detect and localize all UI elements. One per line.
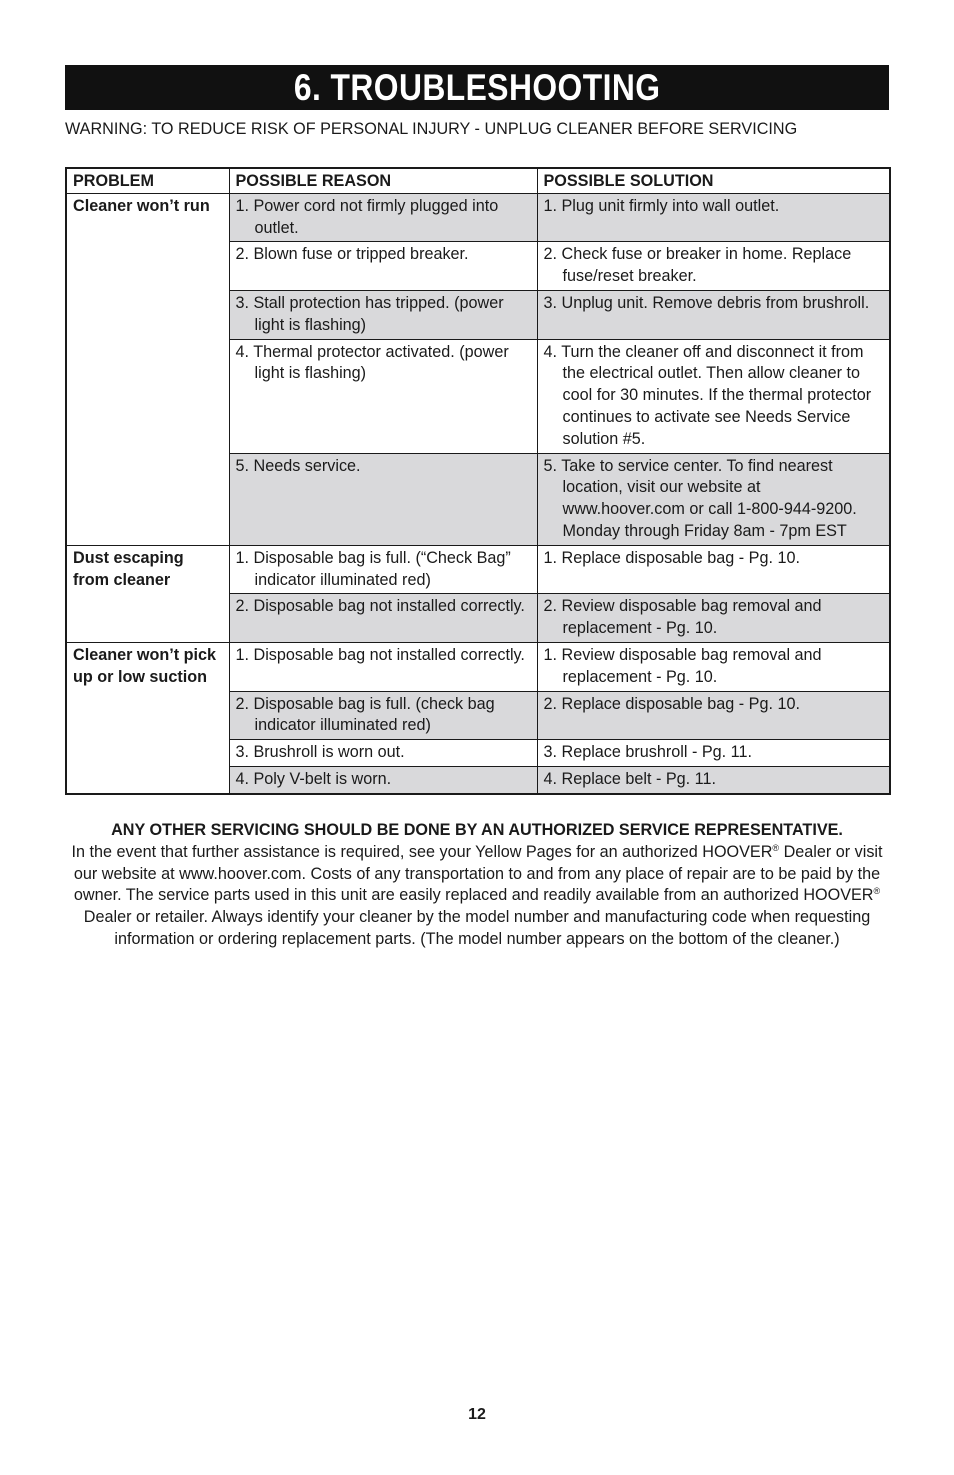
servicing-notice [60, 820, 894, 951]
reason-text: 5. Needs service. [235, 456, 361, 475]
servicing-notice-body [60, 842, 894, 951]
reason-cell [229, 242, 537, 291]
reason-cell [229, 290, 537, 339]
solution-cell [537, 290, 890, 339]
solution-text: 1. Replace disposable bag - Pg. 10. [543, 548, 800, 567]
reason-cell [229, 339, 537, 453]
solution-text: 4. Replace belt - Pg. 11. [543, 769, 716, 788]
header-possible-solution: POSSIBLE SOLUTION [537, 168, 890, 193]
solution-cell [537, 242, 890, 291]
page-number: 12 [468, 1406, 486, 1423]
solution-cell [537, 193, 890, 242]
problem-cell: Dust escaping from cleaner [66, 545, 229, 642]
header-possible-reason: POSSIBLE REASON [229, 168, 537, 193]
solution-cell [537, 594, 890, 643]
reason-cell [229, 545, 537, 594]
registered-mark: ® [873, 886, 881, 897]
reason-cell [229, 740, 537, 767]
servicing-notice-heading: ANY OTHER SERVICING SHOULD BE DONE BY AN AUTHORIZED SERVICE REPRESENTATIVE. [111, 821, 843, 839]
reason-cell [229, 691, 537, 740]
solution-text: 5. Take to service center. To find nearest location, visit our website at www.hoover.com or call 1-800-944-9200. Monday through Friday 8am - 7pm EST [543, 456, 857, 540]
problem-cell: Cleaner won’t run [66, 193, 229, 545]
notice-text-2: Dealer or visit our website at www.hoover.com. Costs of any transportation to and from any place of repair are to be paid by the owner. The service parts used in this unit are easily replaced and readily available from an authorized HOOVER [73, 842, 883, 905]
solution-text: 1. Plug unit firmly into wall outlet. [543, 196, 780, 215]
reason-text: 4. Thermal protector activated. (power light is flashing) [235, 342, 509, 383]
solution-text: 2. Replace disposable bag - Pg. 10. [543, 694, 800, 713]
registered-mark: ® [772, 842, 780, 853]
reason-text: 4. Poly V-belt is worn. [235, 769, 392, 788]
solution-text: 3. Replace brushroll - Pg. 11. [543, 743, 752, 762]
reason-text: 3. Brushroll is worn out. [235, 743, 405, 762]
reason-text: 1. Power cord not firmly plugged into outlet. [235, 196, 499, 237]
solution-cell [537, 339, 890, 453]
solution-text: 2. Review disposable bag removal and replacement - Pg. 10. [543, 597, 822, 638]
table-row [66, 545, 890, 594]
reason-cell [229, 594, 537, 643]
notice-text-1: In the event that further assistance is required, see your Yellow Pages for an authorized HOOVER [71, 842, 773, 861]
table-row [66, 642, 890, 691]
notice-text-3: Dealer or retailer. Always identify your cleaner by the model number and manufacturing code when requesting information or ordering replacement parts. (The model number appears on the bottom of the cleaner.) [83, 908, 871, 948]
page-title: 6. TROUBLESHOOTING [293, 67, 661, 108]
section-title-bar [65, 65, 889, 110]
header-problem: PROBLEM [66, 168, 229, 193]
reason-text: 1. Disposable bag not installed correctly. [235, 645, 525, 664]
solution-cell [537, 642, 890, 691]
solution-text: 4. Turn the cleaner off and disconnect it from the electrical outlet. Then allow cleaner to cool for 30 minutes. If the thermal protector continues to activate see Needs Service solution #5. [543, 342, 872, 448]
reason-text: 3. Stall protection has tripped. (power light is flashing) [235, 293, 504, 334]
table-header-row [66, 168, 890, 193]
problem-cell: Cleaner won’t pick up or low suction [66, 642, 229, 793]
warning-text: WARNING: TO REDUCE RISK OF PERSONAL INJURY - UNPLUG CLEANER BEFORE SERVICING [65, 120, 798, 138]
reason-text: 2. Disposable bag is full. (check bag indicator illuminated red) [235, 694, 495, 735]
reason-text: 2. Disposable bag not installed correctly. [235, 597, 525, 616]
reason-cell [229, 766, 537, 793]
table-row [66, 193, 890, 242]
solution-cell [537, 545, 890, 594]
reason-text: 2. Blown fuse or tripped breaker. [235, 245, 469, 264]
solution-text: 3. Unplug unit. Remove debris from brushroll. [543, 293, 870, 312]
reason-text: 1. Disposable bag is full. (“Check Bag” indicator illuminated red) [235, 548, 511, 589]
reason-cell [229, 453, 537, 545]
solution-text: 1. Review disposable bag removal and replacement - Pg. 10. [543, 645, 822, 686]
solution-cell [537, 691, 890, 740]
solution-cell [537, 453, 890, 545]
solution-cell [537, 766, 890, 793]
solution-cell [537, 740, 890, 767]
reason-cell [229, 193, 537, 242]
troubleshooting-table [65, 167, 891, 795]
reason-cell [229, 642, 537, 691]
solution-text: 2. Check fuse or breaker in home. Replace fuse/reset breaker. [543, 245, 852, 286]
